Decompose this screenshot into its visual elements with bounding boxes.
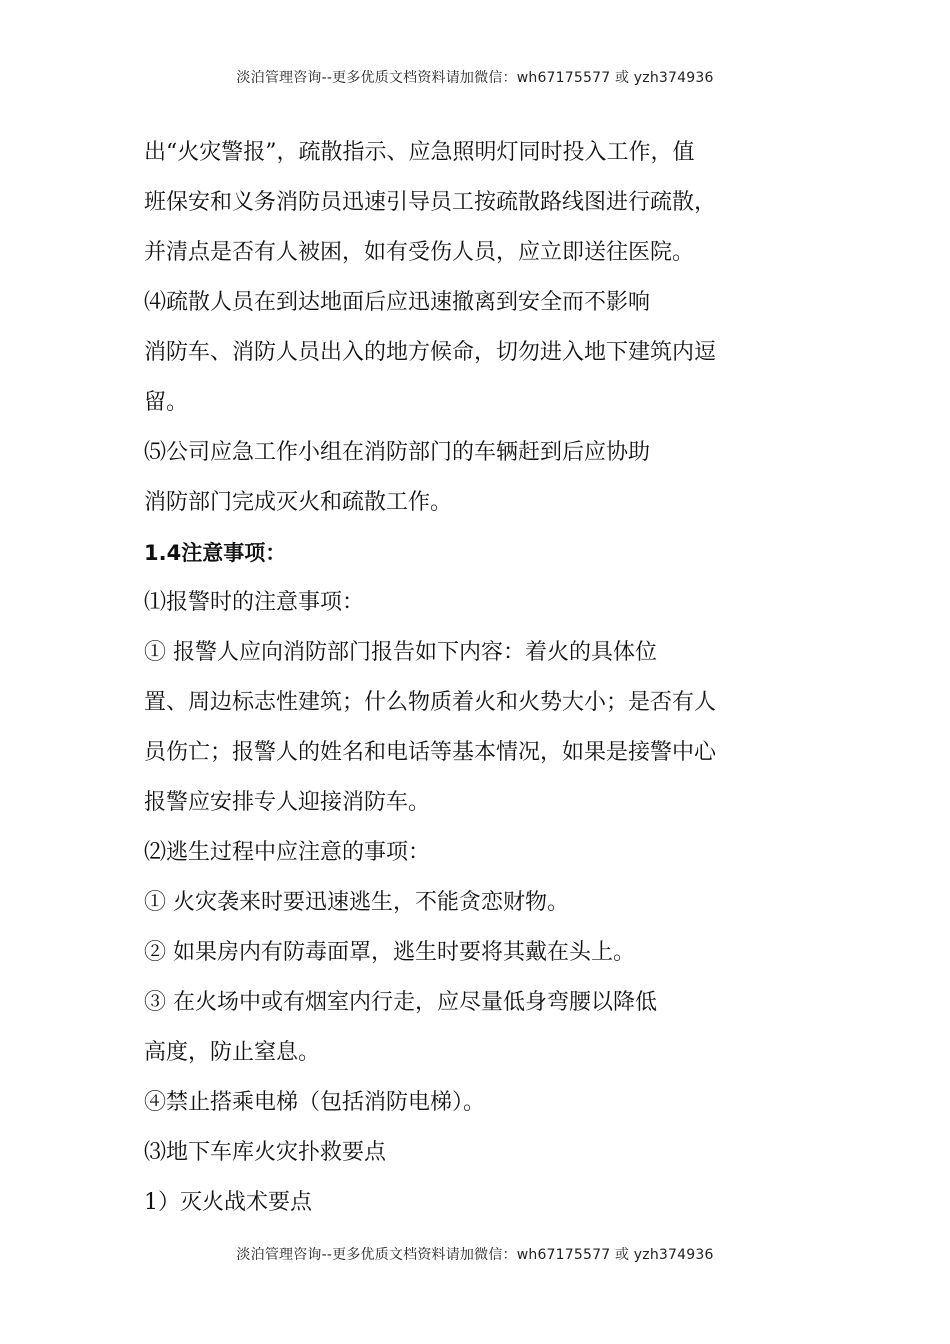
section-heading: 1.4注意事项： xyxy=(144,541,287,565)
list-item-5: ⑸公司应急工作小组在消防部门的车辆赶到后应协助 xyxy=(144,440,651,465)
paragraph-line: 出“火灾警报”，疏散指示、应急照明灯同时投入工作，值 xyxy=(144,140,695,165)
page-header: 淡泊管理咨询--更多优质文档资料请加微信：wh67175577 或 yzh374936 xyxy=(236,70,714,86)
subsection-title: ⑶地下车库火灾扑救要点 xyxy=(144,1140,387,1165)
paragraph-line: 并清点是否有人被困，如有受伤人员，应立即送往医院。 xyxy=(144,240,695,265)
list-item: ② 如果房内有防毒面罩，逃生时要将其戴在头上。 xyxy=(144,940,635,965)
page-footer: 淡泊管理咨询--更多优质文档资料请加微信：wh67175577 或 yzh374936 xyxy=(236,1247,714,1263)
subsection-title: ⑵逃生过程中应注意的事项： xyxy=(144,840,431,865)
paragraph-line: 消防部门完成灭火和疏散工作。 xyxy=(144,490,453,515)
list-item: 1）灭火战术要点 xyxy=(144,1190,312,1215)
paragraph-line: 高度，防止窒息。 xyxy=(144,1040,321,1065)
list-item: ① 报警人应向消防部门报告如下内容：着火的具体位 xyxy=(144,640,657,665)
paragraph-line: 员伤亡；报警人的姓名和电话等基本情况，如果是接警中心 xyxy=(144,740,717,765)
paragraph-line: 报警应安排专人迎接消防车。 xyxy=(144,790,431,815)
document-body xyxy=(144,128,784,1228)
list-item: ③ 在火场中或有烟室内行走，应尽量低身弯腰以降低 xyxy=(144,990,657,1015)
list-item: ④禁止搭乘电梯（包括消防电梯）。 xyxy=(144,1090,486,1115)
paragraph-line: 留。 xyxy=(144,390,189,415)
paragraph-line: 班保安和义务消防员迅速引导员工按疏散路线图进行疏散， xyxy=(144,190,717,215)
list-item: ① 火灾袭来时要迅速逃生，不能贪恋财物。 xyxy=(144,890,569,915)
paragraph-line: 消防车、消防人员出入的地方候命，切勿进入地下建筑内逗 xyxy=(144,340,717,365)
list-item-4: ⑷疏散人员在到达地面后应迅速撤离到安全而不影响 xyxy=(144,290,651,315)
paragraph-line: 置、周边标志性建筑；什么物质着火和火势大小；是否有人 xyxy=(144,690,717,715)
subsection-title: ⑴报警时的注意事项： xyxy=(144,590,365,615)
